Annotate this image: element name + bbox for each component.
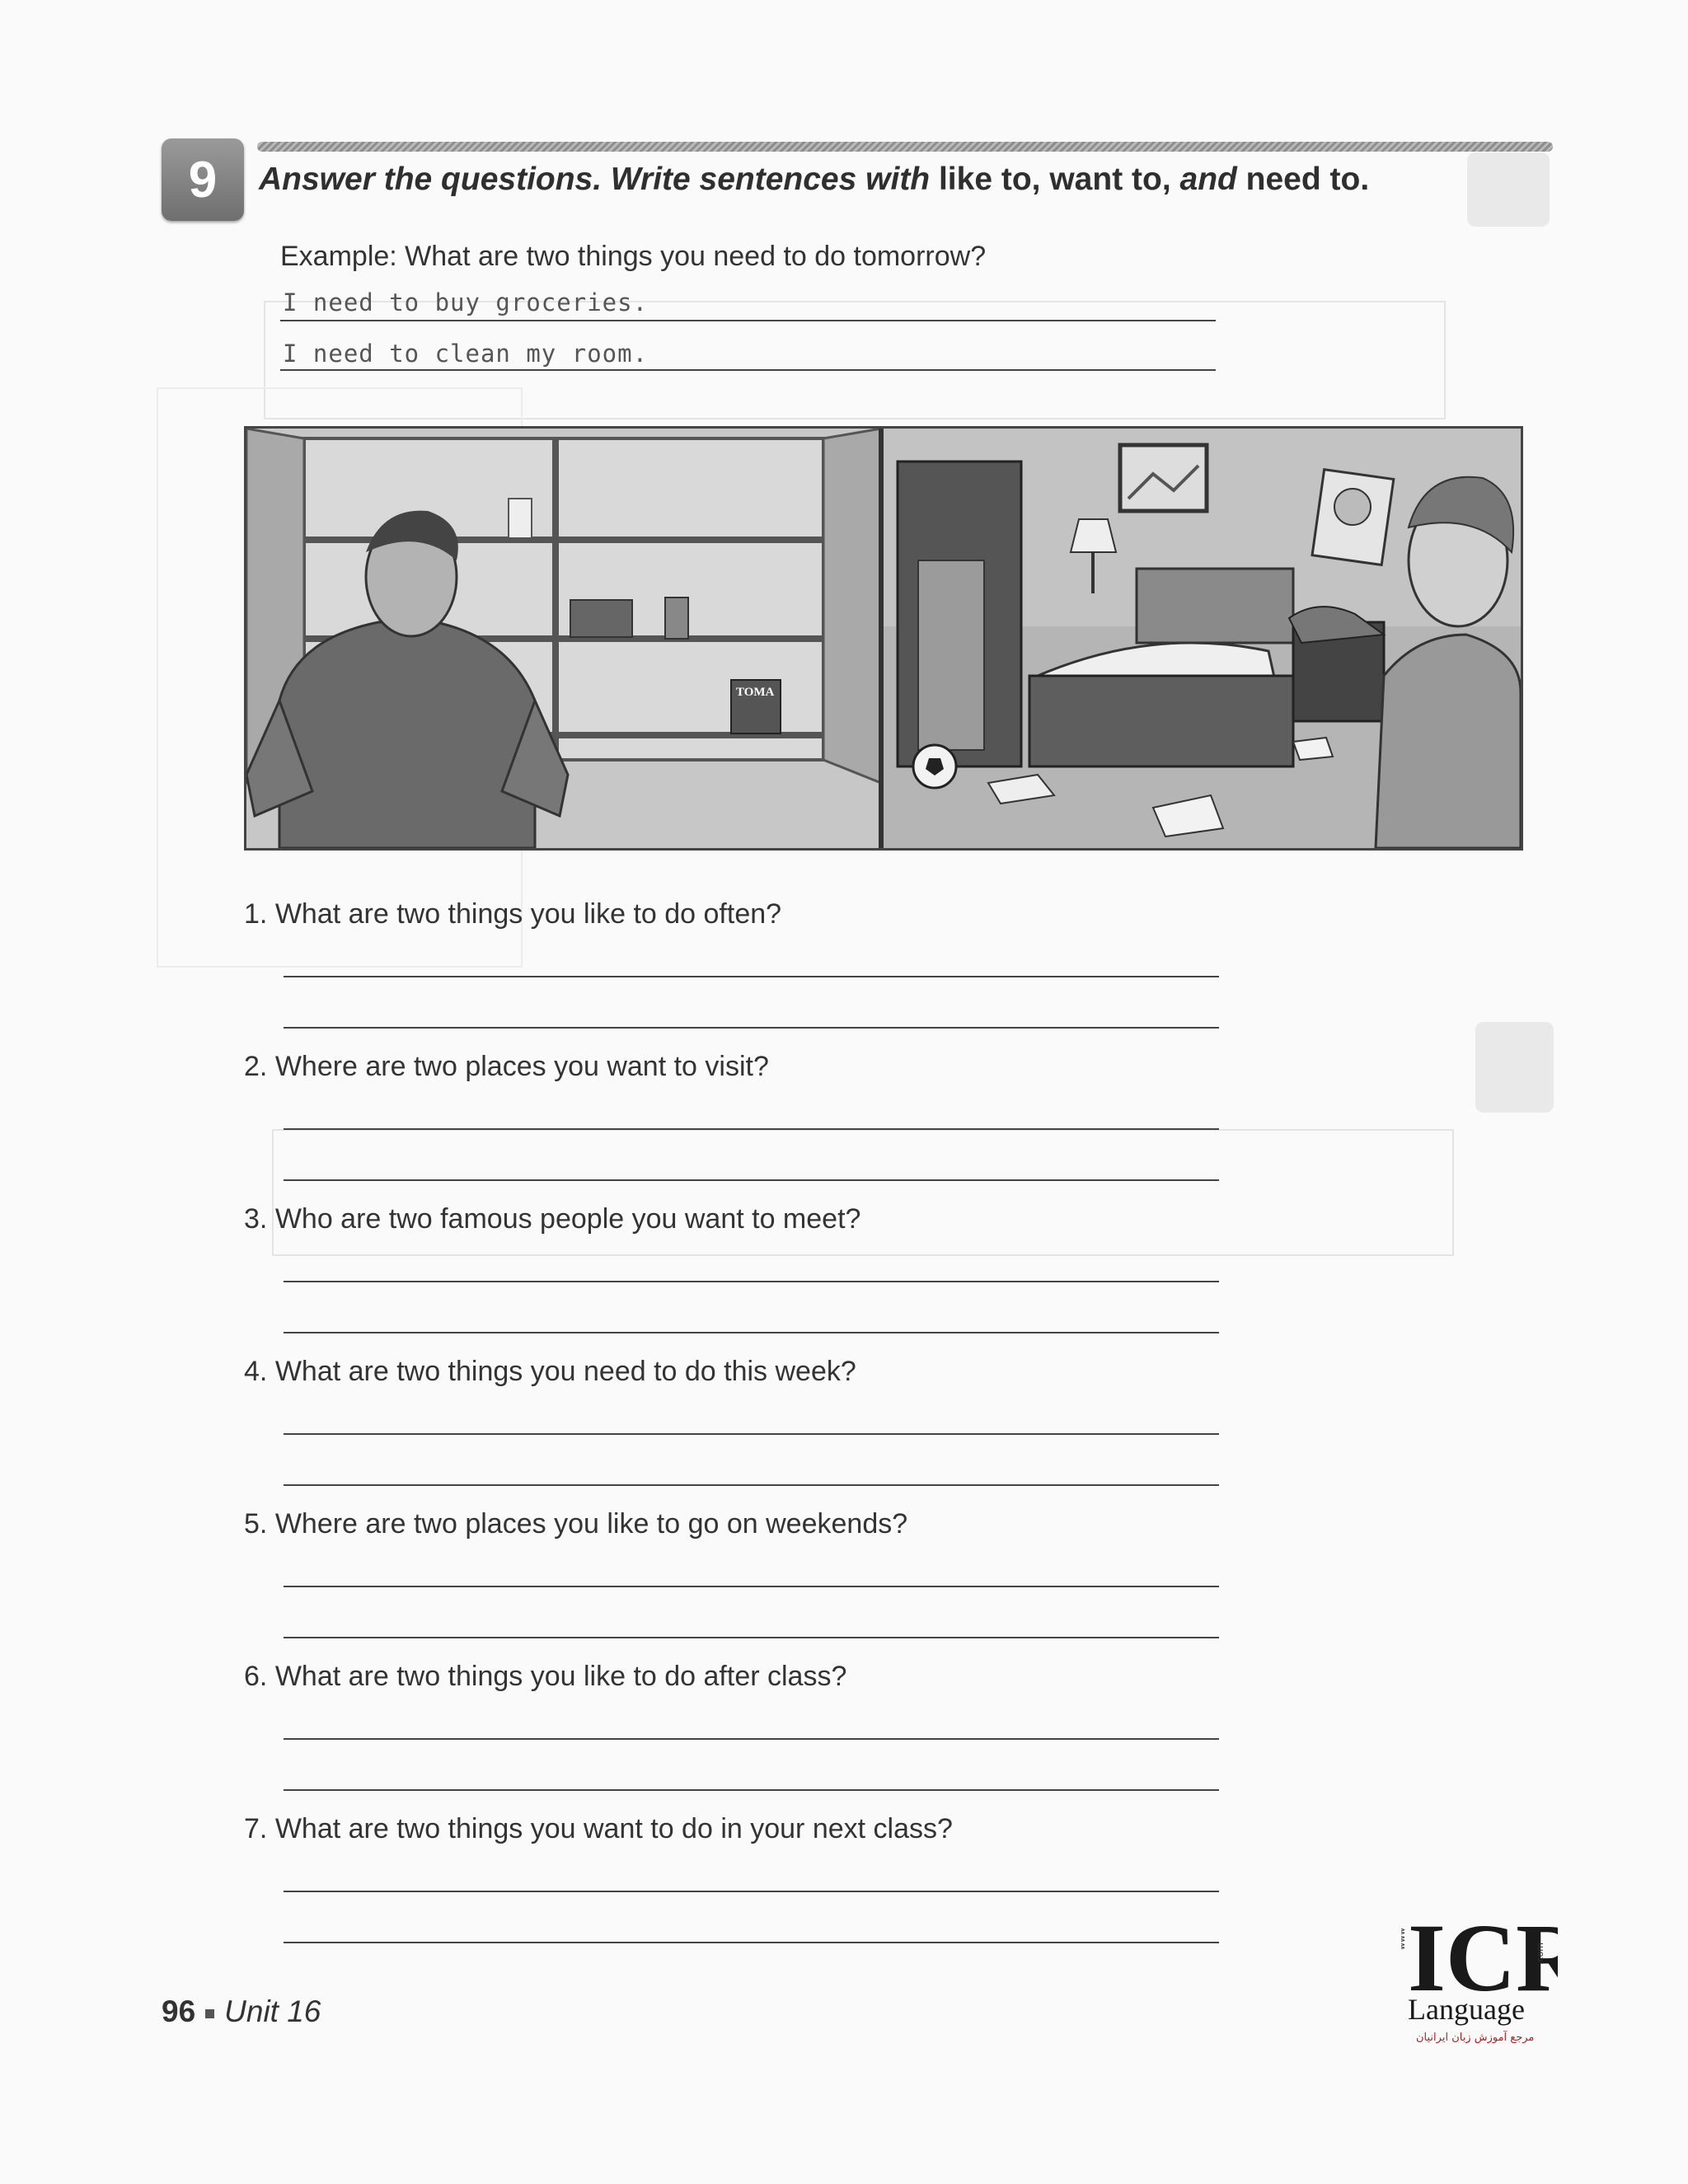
instruction-and: and: [1179, 162, 1246, 197]
answer-line[interactable]: [284, 1586, 1219, 1587]
example-answer-line: [280, 369, 1216, 371]
answer-line[interactable]: [284, 1789, 1219, 1791]
instruction-phrase-need-to: need to: [1245, 162, 1361, 197]
answer-line[interactable]: [284, 1027, 1219, 1029]
question-4: [244, 1356, 856, 1388]
page-number: 96: [162, 1994, 196, 2028]
bleed-through-tab: [1475, 1022, 1554, 1113]
question-number: 5.: [244, 1508, 268, 1540]
instruction-text: Answer the questions. Write sentences with: [259, 162, 939, 197]
watermark-side-right: .com: [1535, 1943, 1545, 1965]
instruction-period: .: [1360, 162, 1370, 197]
question-text: What are two things you like to do often?: [274, 898, 782, 930]
watermark-side-left: www: [1401, 1928, 1407, 1950]
watermark-logo: [1401, 1896, 1558, 2052]
question-number: 1.: [244, 898, 268, 930]
bleed-through-tab: [1467, 152, 1550, 227]
answer-line[interactable]: [284, 1637, 1219, 1638]
question-text: Who are two famous people you want to meet?: [274, 1203, 861, 1235]
illustration-kitchen-and-messy-bedroom: [244, 426, 1523, 851]
watermark-tagline: مرجع آموزش زبان ایرانیان: [1416, 2032, 1535, 2044]
question-text: Where are two places you like to go on weekends?: [274, 1508, 908, 1540]
answer-line[interactable]: [284, 1128, 1219, 1130]
unit-label: Unit 16: [224, 1994, 321, 2028]
example-answer-line: [280, 320, 1216, 321]
watermark-logo-graphic: [1401, 1896, 1558, 2052]
illustration-scene: [246, 429, 1521, 848]
footer-separator-square: [205, 2009, 214, 2018]
instruction-separator: ,: [1031, 162, 1050, 197]
question-5: [244, 1508, 907, 1540]
instruction-separator: ,: [1161, 162, 1180, 197]
question-number: 3.: [244, 1203, 268, 1235]
question-number: 7.: [244, 1813, 268, 1844]
answer-line[interactable]: [284, 1484, 1219, 1486]
question-text: What are two things you need to do this week?: [274, 1356, 856, 1387]
question-number: 4.: [244, 1356, 268, 1387]
example-answer: I need to buy groceries.: [283, 288, 649, 316]
example-answer: I need to clean my room.: [283, 340, 649, 368]
answer-line[interactable]: [284, 1942, 1219, 1943]
bleed-through-box: [272, 1129, 1454, 1256]
exercise-number-badge: 9: [162, 138, 244, 221]
instruction-phrase-want-to: want to: [1049, 162, 1162, 197]
question-text: What are two things you like to do after class?: [274, 1661, 847, 1692]
can-label: TOMA: [736, 686, 775, 699]
exercise-instruction: [259, 162, 1369, 198]
question-1: [244, 898, 781, 930]
answer-line[interactable]: [284, 1433, 1219, 1435]
question-text: What are two things you want to do in your next class?: [274, 1813, 953, 1844]
answer-line[interactable]: [284, 1891, 1219, 1892]
answer-line[interactable]: [284, 976, 1219, 977]
page-footer: [162, 1994, 321, 2029]
question-number: 6.: [244, 1661, 268, 1692]
answer-line[interactable]: [284, 1179, 1219, 1181]
answer-line[interactable]: [284, 1332, 1219, 1333]
question-3: [244, 1203, 860, 1235]
watermark-letters: ICR: [1408, 1904, 1558, 2012]
question-text: Where are two places you want to visit?: [274, 1051, 769, 1082]
header-rule: [257, 142, 1553, 152]
example-question: Example: What are two things you need to do tomorrow?: [280, 241, 987, 272]
question-6: [244, 1661, 846, 1693]
answer-line[interactable]: [284, 1281, 1219, 1282]
answer-line[interactable]: [284, 1738, 1219, 1740]
question-number: 2.: [244, 1051, 268, 1082]
watermark-word: Language: [1408, 1993, 1525, 2026]
question-2: [244, 1051, 769, 1083]
question-7: [244, 1813, 953, 1845]
instruction-phrase-like-to: like to: [938, 162, 1032, 197]
